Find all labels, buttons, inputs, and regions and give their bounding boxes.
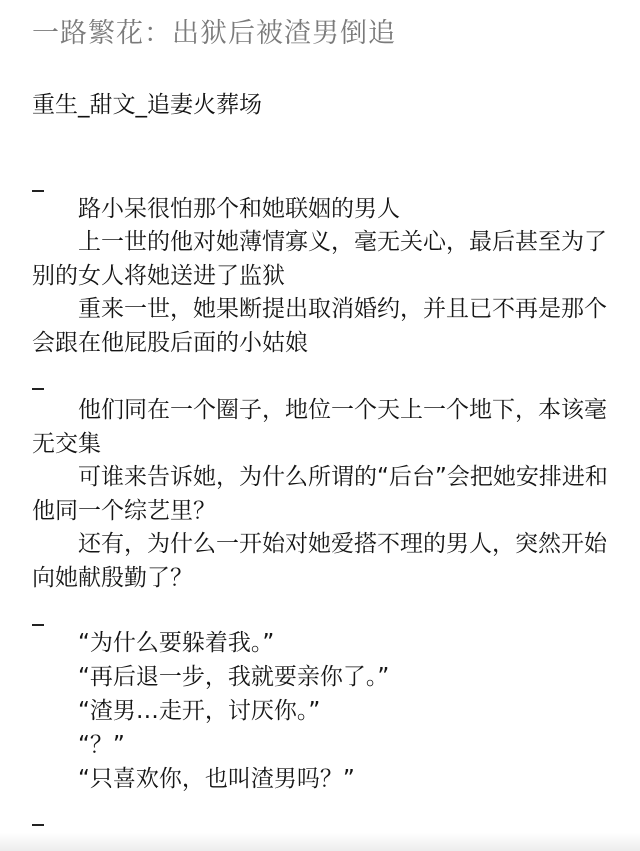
section-divider <box>32 388 44 390</box>
paragraph: 上一世的他对她薄情寡义，毫无关心，最后甚至为了别的女人将她送进了监狱 <box>32 229 607 289</box>
bottom-shade <box>0 833 640 851</box>
dialogue-line: “渣男…走开，讨厌你。” <box>78 698 321 724</box>
paragraph: 还有，为什么一开始对她爱搭不理的男人，突然开始向她献殷勤了？ <box>32 531 607 591</box>
paragraph: 他们同在一个圈子，地位一个天上一个地下，本该毫无交集 <box>32 397 607 457</box>
dialogue-line: “再后退一步，我就要亲你了。” <box>78 664 390 690</box>
paragraph: 路小呆很怕那个和她联姻的男人 <box>78 196 400 222</box>
paragraph: 可谁来告诉她，为什么所谓的“后台”会把她安排进和他同一个综艺里？ <box>32 464 608 524</box>
dialogue-line: “？” <box>78 732 125 758</box>
section-divider <box>32 824 44 826</box>
dialogue-line: “只喜欢你，也叫渣男吗？” <box>78 766 355 792</box>
genre-tags: 重生_甜文_追妻火葬场 <box>32 92 262 118</box>
book-title: 一路繁花：出狱后被渣男倒追 <box>32 18 396 49</box>
section-divider <box>32 190 44 192</box>
section-divider <box>32 624 44 626</box>
paragraph: 重来一世，她果断提出取消婚约，并且已不再是那个会跟在他屁股后面的小姑娘 <box>32 296 607 356</box>
dialogue-line: “为什么要躲着我。” <box>78 630 275 656</box>
